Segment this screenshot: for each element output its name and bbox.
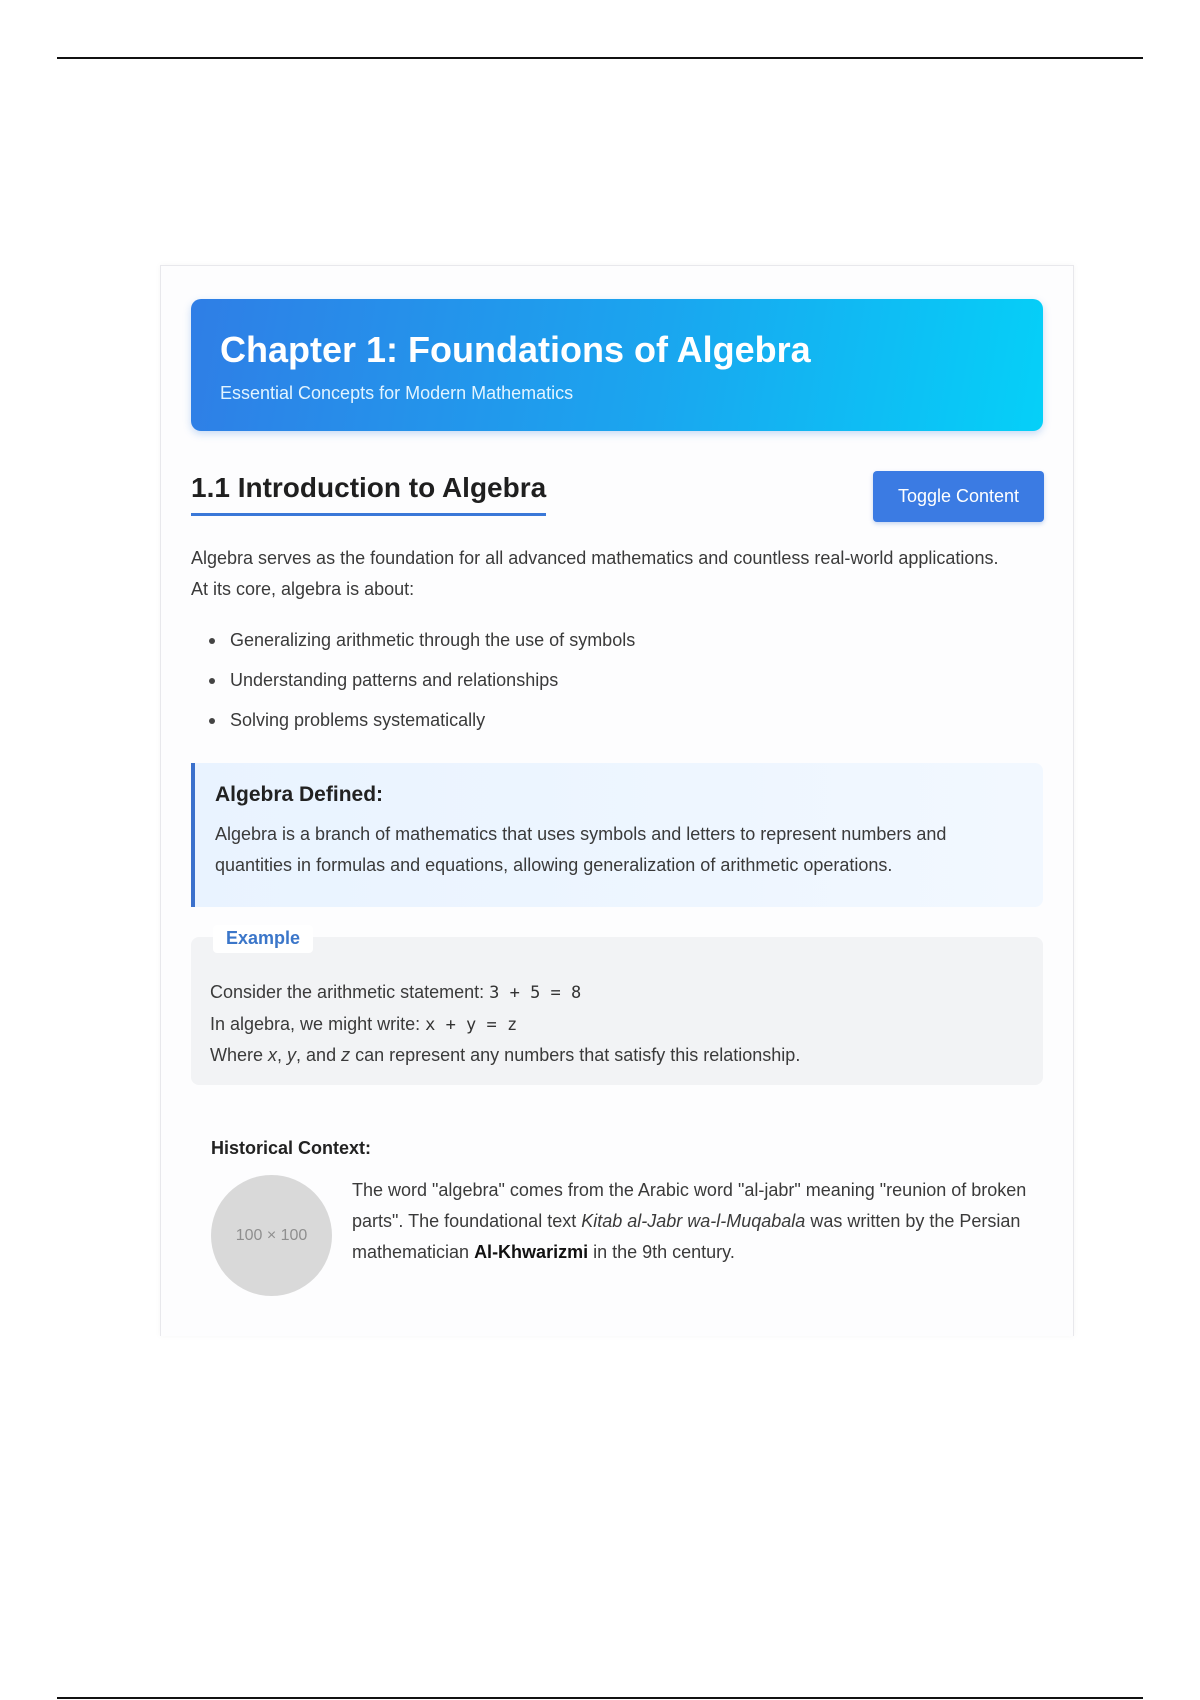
example-line-arithmetic [210, 977, 1023, 1009]
chapter-card [160, 265, 1074, 1336]
example-label: Example [213, 925, 313, 953]
example-line-algebra [210, 1009, 1023, 1041]
example-text: Where [210, 1045, 269, 1065]
history-text: in the 9th century. [588, 1242, 735, 1262]
history-text: was written by the Persian mathematician [352, 1211, 1021, 1262]
example-line-variables [210, 1040, 1023, 1071]
variable-x: x [268, 1045, 278, 1065]
page-top-rule [57, 57, 1143, 59]
example-box [191, 928, 1043, 1085]
example-text: In algebra, we might write: [210, 1013, 426, 1034]
example-text: Consider the arithmetic statement: [210, 982, 490, 1002]
variable-z: z [341, 1045, 351, 1065]
list-item-text: Solving problems systematically [230, 710, 486, 730]
list-item-text: Generalizing arithmetic through the use of symbols [230, 630, 636, 650]
key-points-list [191, 627, 635, 747]
definition-body: Algebra is a branch of mathematics that uses symbols and letters to represent numbers and quantities in formulas and equations, allowing generalization of arithmetic operations. [215, 824, 947, 875]
list-item-text: Understanding patterns and relationships [230, 670, 559, 690]
example-text: , and [296, 1045, 342, 1065]
section-heading: 1.1 Introduction to Algebra [191, 472, 546, 516]
placeholder-image [211, 1175, 332, 1296]
page-bottom-rule [57, 1697, 1143, 1699]
example-text: , [277, 1045, 288, 1065]
variable-y: y [287, 1045, 297, 1065]
chapter-header-banner [191, 299, 1043, 431]
chapter-subtitle: Essential Concepts for Modern Mathematics [220, 383, 574, 403]
historical-context-text [352, 1175, 1032, 1268]
bullet-icon [209, 718, 215, 724]
bullet-icon [209, 638, 215, 644]
example-text: can represent any numbers that satisfy this relationship. [350, 1045, 801, 1065]
list-item [191, 627, 635, 667]
bullet-icon [209, 678, 215, 684]
list-item [191, 667, 635, 707]
book-title: Kitab al-Jabr wa-l-Muqabala [581, 1211, 806, 1231]
algebraic-equation: x + y = z [425, 1014, 518, 1035]
section-intro: Algebra serves as the foundation for all advanced mathematics and countless real-world applications. At its core, algebra is about: [191, 548, 999, 599]
history-text: The word "algebra" comes from the Arabic word "al-jabr" meaning "reunion of broken parts". The foundational text [352, 1180, 1027, 1231]
toggle-content-button[interactable]: Toggle Content [873, 471, 1044, 522]
definition-callout [191, 763, 1043, 907]
list-item [191, 707, 635, 747]
arithmetic-equation: 3 + 5 = 8 [489, 983, 582, 1003]
historical-context-title: Historical Context: [211, 1138, 372, 1158]
definition-title: Algebra Defined: [215, 783, 384, 806]
chapter-title: Chapter 1: Foundations of Algebra [220, 329, 811, 370]
mathematician-name: Al-Khwarizmi [474, 1242, 589, 1262]
placeholder-image-label: 100 × 100 [235, 1226, 308, 1244]
